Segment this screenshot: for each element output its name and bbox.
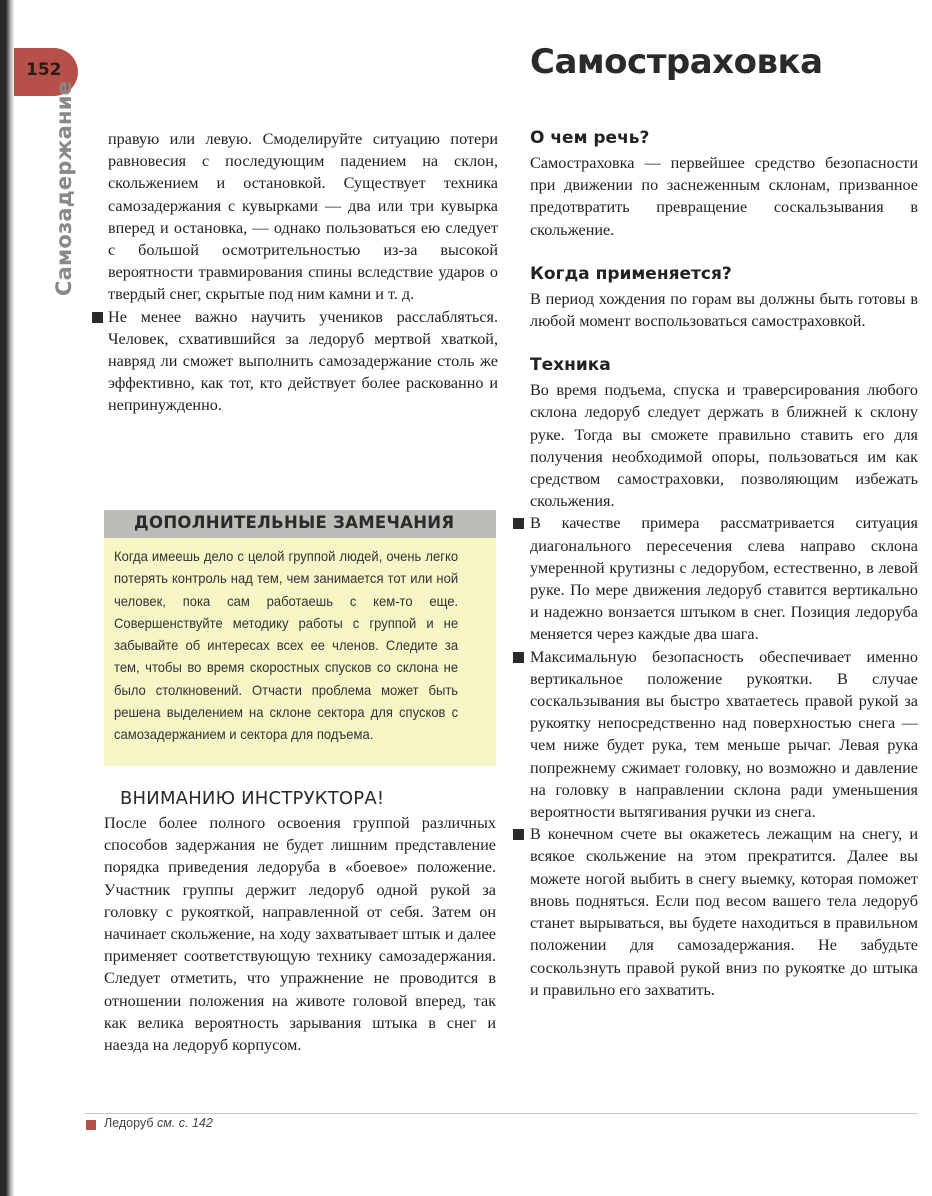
paragraph-technique: Во время подъема, спуска и траверсирования любого склона ледоруб следует держать в ближней к склону руке. Тогда вы сможете правильно ставить его для получения необходимой опоры, пользоваться им как средством самостраховки, позволяющим избежать скольжения. <box>530 381 918 511</box>
footer-divider <box>84 1113 918 1114</box>
bullet-paragraph <box>530 512 918 645</box>
bullet-square-icon <box>92 312 103 323</box>
page-title: Самостраховка <box>530 42 823 82</box>
bullet-square-icon <box>513 652 524 663</box>
footer-term: Ледоруб <box>104 1116 154 1130</box>
paragraph-what: Самостраховка — первейшее средство безопасности при движении по заснеженным склонам, призванное предотвратить превращение соскальзывания в скольжение. <box>530 154 918 239</box>
bullet-square-icon <box>513 518 524 529</box>
continuation-paragraph: правую или левую. Смоделируйте ситуацию потери равновесия с последующим падением на склон, скольжением и остановкой. Существует техника самозадержания с кувырками — два или три кувырка вперед и остановка, — однако пользоваться ею следует с большой осмотрительностью из-за высокой вероятности травмирования спины вследствие ударов о твердый снег, скрытые под ним камни и т. д. <box>108 130 498 304</box>
section-label: Самозадержание <box>52 80 76 296</box>
paragraph-when: В период хождения по горам вы должны быть готовы в любой момент воспользоваться самостраховкой. <box>530 289 918 331</box>
page-number: 152 <box>26 60 62 80</box>
book-spine-shadow <box>0 0 14 1196</box>
notes-box-title-bar <box>104 510 496 538</box>
left-column <box>108 128 498 417</box>
bullet-paragraph <box>108 306 498 417</box>
bullet-text: Не менее важно научить учеников расслабляться. Человек, схватившийся за ледоруб мертвой хваткой, навряд ли сможет выполнить самозадержание столь же эффективно, как тот, кто действует более раскованно и непринужденно. <box>108 307 498 415</box>
heading-technique: Техника <box>530 355 611 376</box>
bullet-paragraph <box>530 823 918 1001</box>
heading-what: О чем речь? <box>530 128 650 148</box>
bullet-paragraph <box>530 646 918 824</box>
heading-when: Когда применяется? <box>530 263 732 284</box>
footer-page-ref: см. с. 142 <box>156 1116 213 1130</box>
notes-box-text: Когда имеешь дело с целой группой людей, очень легко потерять контроль над тем, чем занимается тот или ной человек, пока сам работаешь с кем-то еще. Совершенствуйте методику работы с группой и не забывайте об интересах всех ее членов. Следите за тем, чтобы во время скоростных спусков со склона не было столкновений. Отчасти проблема может быть решена выделением на склоне сектора для спусков с самозадержанием и сектора для подъема. <box>114 548 459 743</box>
notes-box-title: ДОПОЛНИТЕЛЬНЫЕ ЗАМЕЧАНИЯ <box>134 513 455 532</box>
instructor-paragraph: После более полного освоения группой различных способов задержания не будет лишним представление порядка приведения ледоруба в «боевое» положение. Участник группы держит ледоруб одной рукой за головку с рукояткой, направленной от себя. Затем он начинает скольжение, на ходу захватывает штык и далее применяет соответствующую технику самозадержания. Следует отметить, что упражнение не проводится в отношении положения на животе головой вперед, так как велика вероятность зарывания штыка в снег и наезда на ледоруб корпусом. <box>104 814 496 1055</box>
right-column <box>530 127 918 1001</box>
instructor-heading: ВНИМАНИЮ ИНСТРУКТОРА! <box>120 788 385 809</box>
bullet-square-icon <box>513 829 524 840</box>
bullet-text: Максимальную безопасность обеспечивает именно вертикальное положение рукоятки. В случае соскальзывания вы быстро хватаетесь правой рукой за рукоятку непосредственно над поверхностью снега — чем ниже будет рука, тем меньше рычаг. Левая рука попрежнему сжимает головку, но возможно и давление на головку в направлении склона ради уменьшения вероятности вытягивания ручки из снега. <box>530 647 918 822</box>
bullet-text: В качестве примера рассматривается ситуация диагонального пересечения слева направо склона умеренной крутизны с ледорубом, естественно, в левой руке. По мере движения ледоруб ставится вертикально и надежно вонзается штыком в снег. Позиция ледоруба меняется через каждые два шага. <box>530 514 918 644</box>
bullet-text: В конечном счете вы окажетесь лежащим на снегу, и всякое скольжение на этом прекратится. Далее вы можете ногой выбить в снегу выемку, которая поможет вновь подняться. Если под весом вашего тела ледоруб станет вырываться, вы будете находиться в правильном положении для самозадержания. Не забудьте соскользнуть правой рукой вниз по рукоятке до штыка и правильно его захватить. <box>530 825 918 999</box>
instructor-text-block <box>104 812 496 1056</box>
footer-square-icon <box>86 1120 96 1130</box>
footer-cross-reference <box>104 1116 213 1130</box>
